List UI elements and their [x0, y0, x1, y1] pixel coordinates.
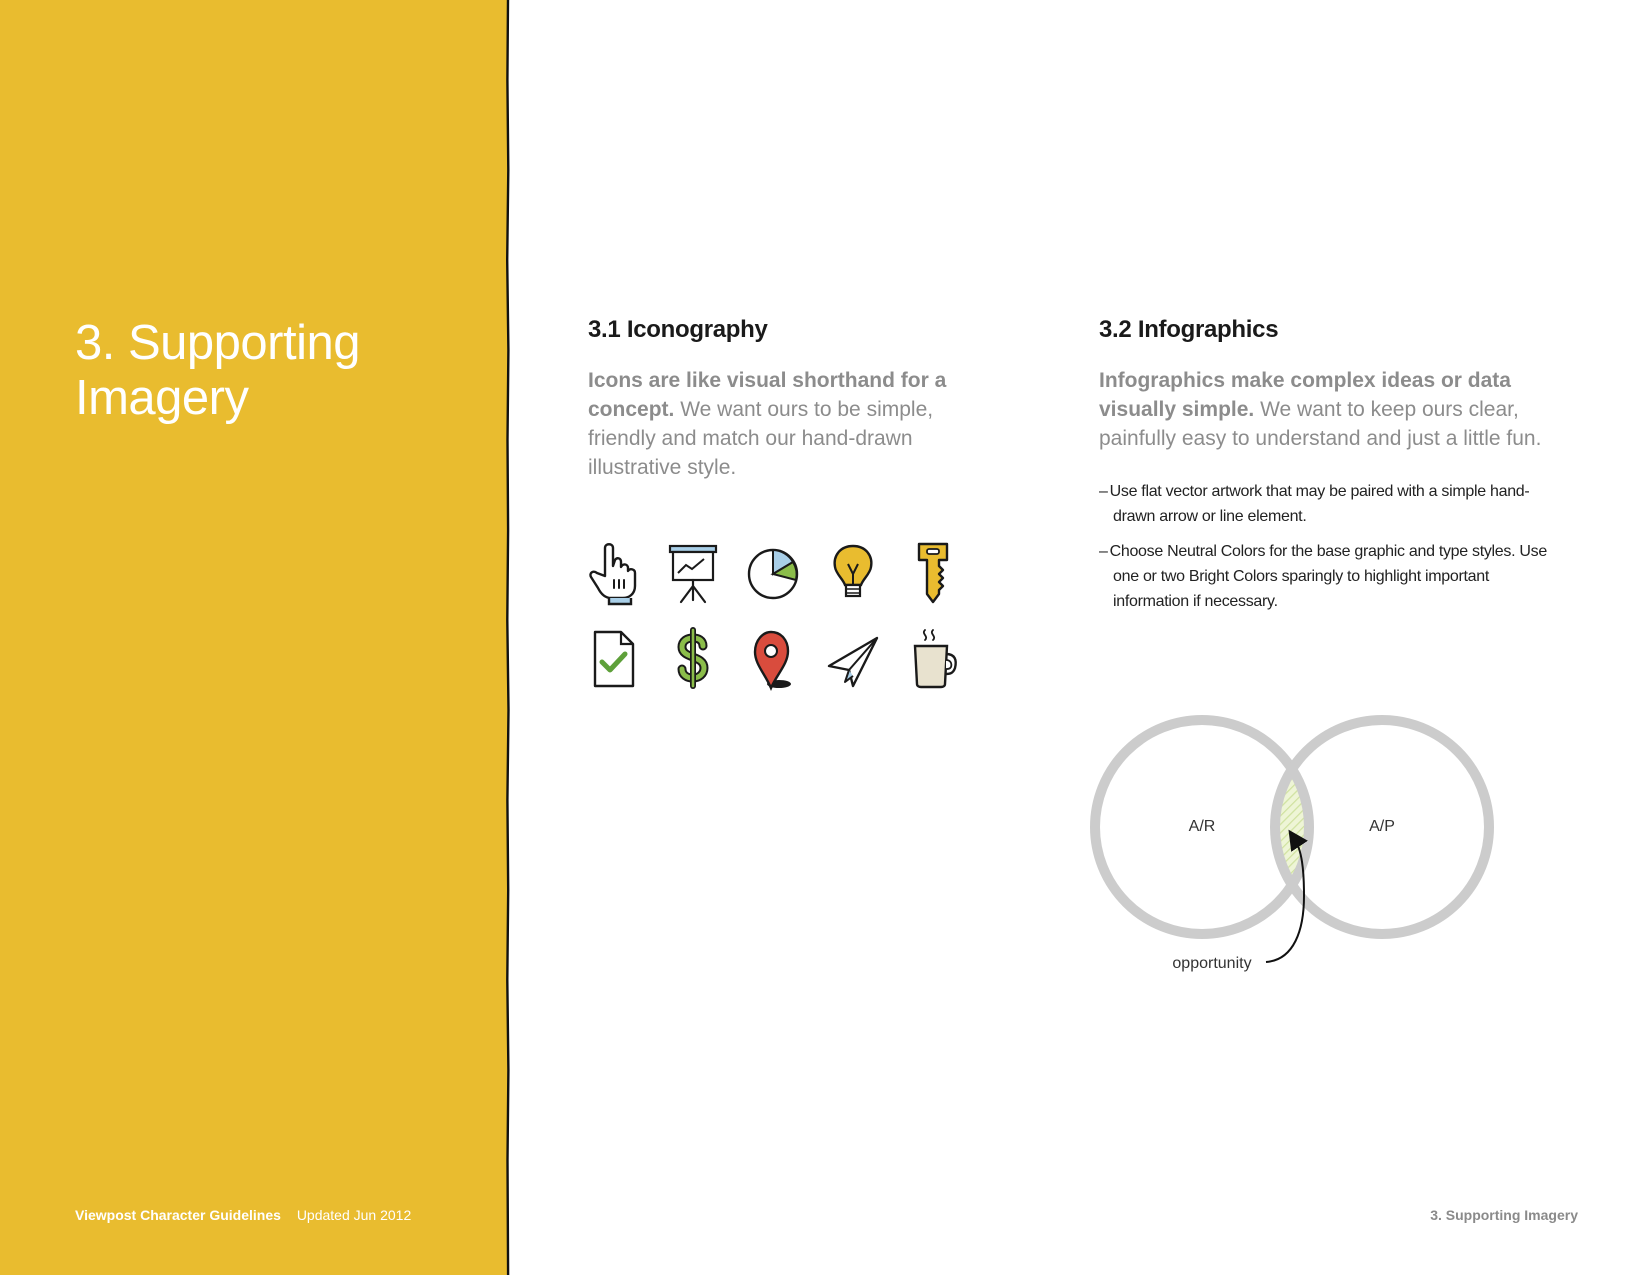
- lightbulb-icon: [818, 538, 888, 608]
- pie-chart-icon: [738, 538, 808, 608]
- guideline-text: Choose Neutral Colors for the base graphic and type styles. Use one or two Bright Colors sparingly to highlight important information if necessary.: [1109, 543, 1547, 610]
- checked-document-icon: [578, 624, 648, 694]
- dollar-sign-icon: [658, 624, 728, 694]
- footer-brand: Viewpost Character Guidelines: [75, 1207, 281, 1223]
- venn-diagram: [1090, 700, 1510, 980]
- footer-updated: Updated Jun 2012: [296, 1207, 412, 1223]
- infographics-heading: 3.2 Infographics: [1099, 316, 1279, 343]
- infographics-section: [1099, 316, 1559, 624]
- infographics-intro: [1099, 366, 1559, 453]
- infographics-intro-bold: Infographics make complex ideas or data visually simple.: [1099, 369, 1511, 421]
- venn-right-label: A/P: [1369, 818, 1395, 835]
- iconography-intro-bold: Icons are like visual shorthand for a concept.: [588, 369, 947, 421]
- pointing-hand-icon: [578, 538, 648, 608]
- venn-left-label: A/R: [1188, 818, 1216, 835]
- iconography-intro: [588, 366, 998, 482]
- venn-callout-label: opportunity: [1172, 955, 1252, 972]
- iconography-intro-rest: We want ours to be simple, friendly and match our hand-drawn illustrative style.: [588, 398, 934, 479]
- guideline-item: – Choose Neutral Colors for the base graphic and type styles. Use one or two Bright Colors sparingly to highlight important information if necessary.: [1099, 543, 1547, 610]
- infographics-guidelines: [1099, 479, 1559, 614]
- footer-left: [75, 1207, 411, 1223]
- section-title: 3. Supporting Imagery: [75, 316, 360, 425]
- key-icon: [898, 538, 968, 608]
- paper-plane-icon: [818, 624, 888, 694]
- coffee-mug-icon: [898, 624, 968, 694]
- infographics-intro-rest: We want to keep ours clear, painfully easy to understand and just a little fun.: [1099, 398, 1542, 450]
- iconography-heading: 3.1 Iconography: [588, 316, 768, 343]
- guideline-item: – Use flat vector artwork that may be paired with a simple hand-drawn arrow or line element.: [1099, 483, 1530, 525]
- map-pin-icon: [738, 624, 808, 694]
- guideline-text: Use flat vector artwork that may be paired with a simple hand-drawn arrow or line element.: [1109, 483, 1530, 525]
- footer-section-name: 3. Supporting Imagery: [1430, 1207, 1578, 1223]
- hand-drawn-divider: [502, 0, 514, 1275]
- section-cover-panel: [0, 0, 508, 1275]
- iconography-section: [588, 316, 998, 482]
- presentation-easel-icon: [658, 538, 728, 608]
